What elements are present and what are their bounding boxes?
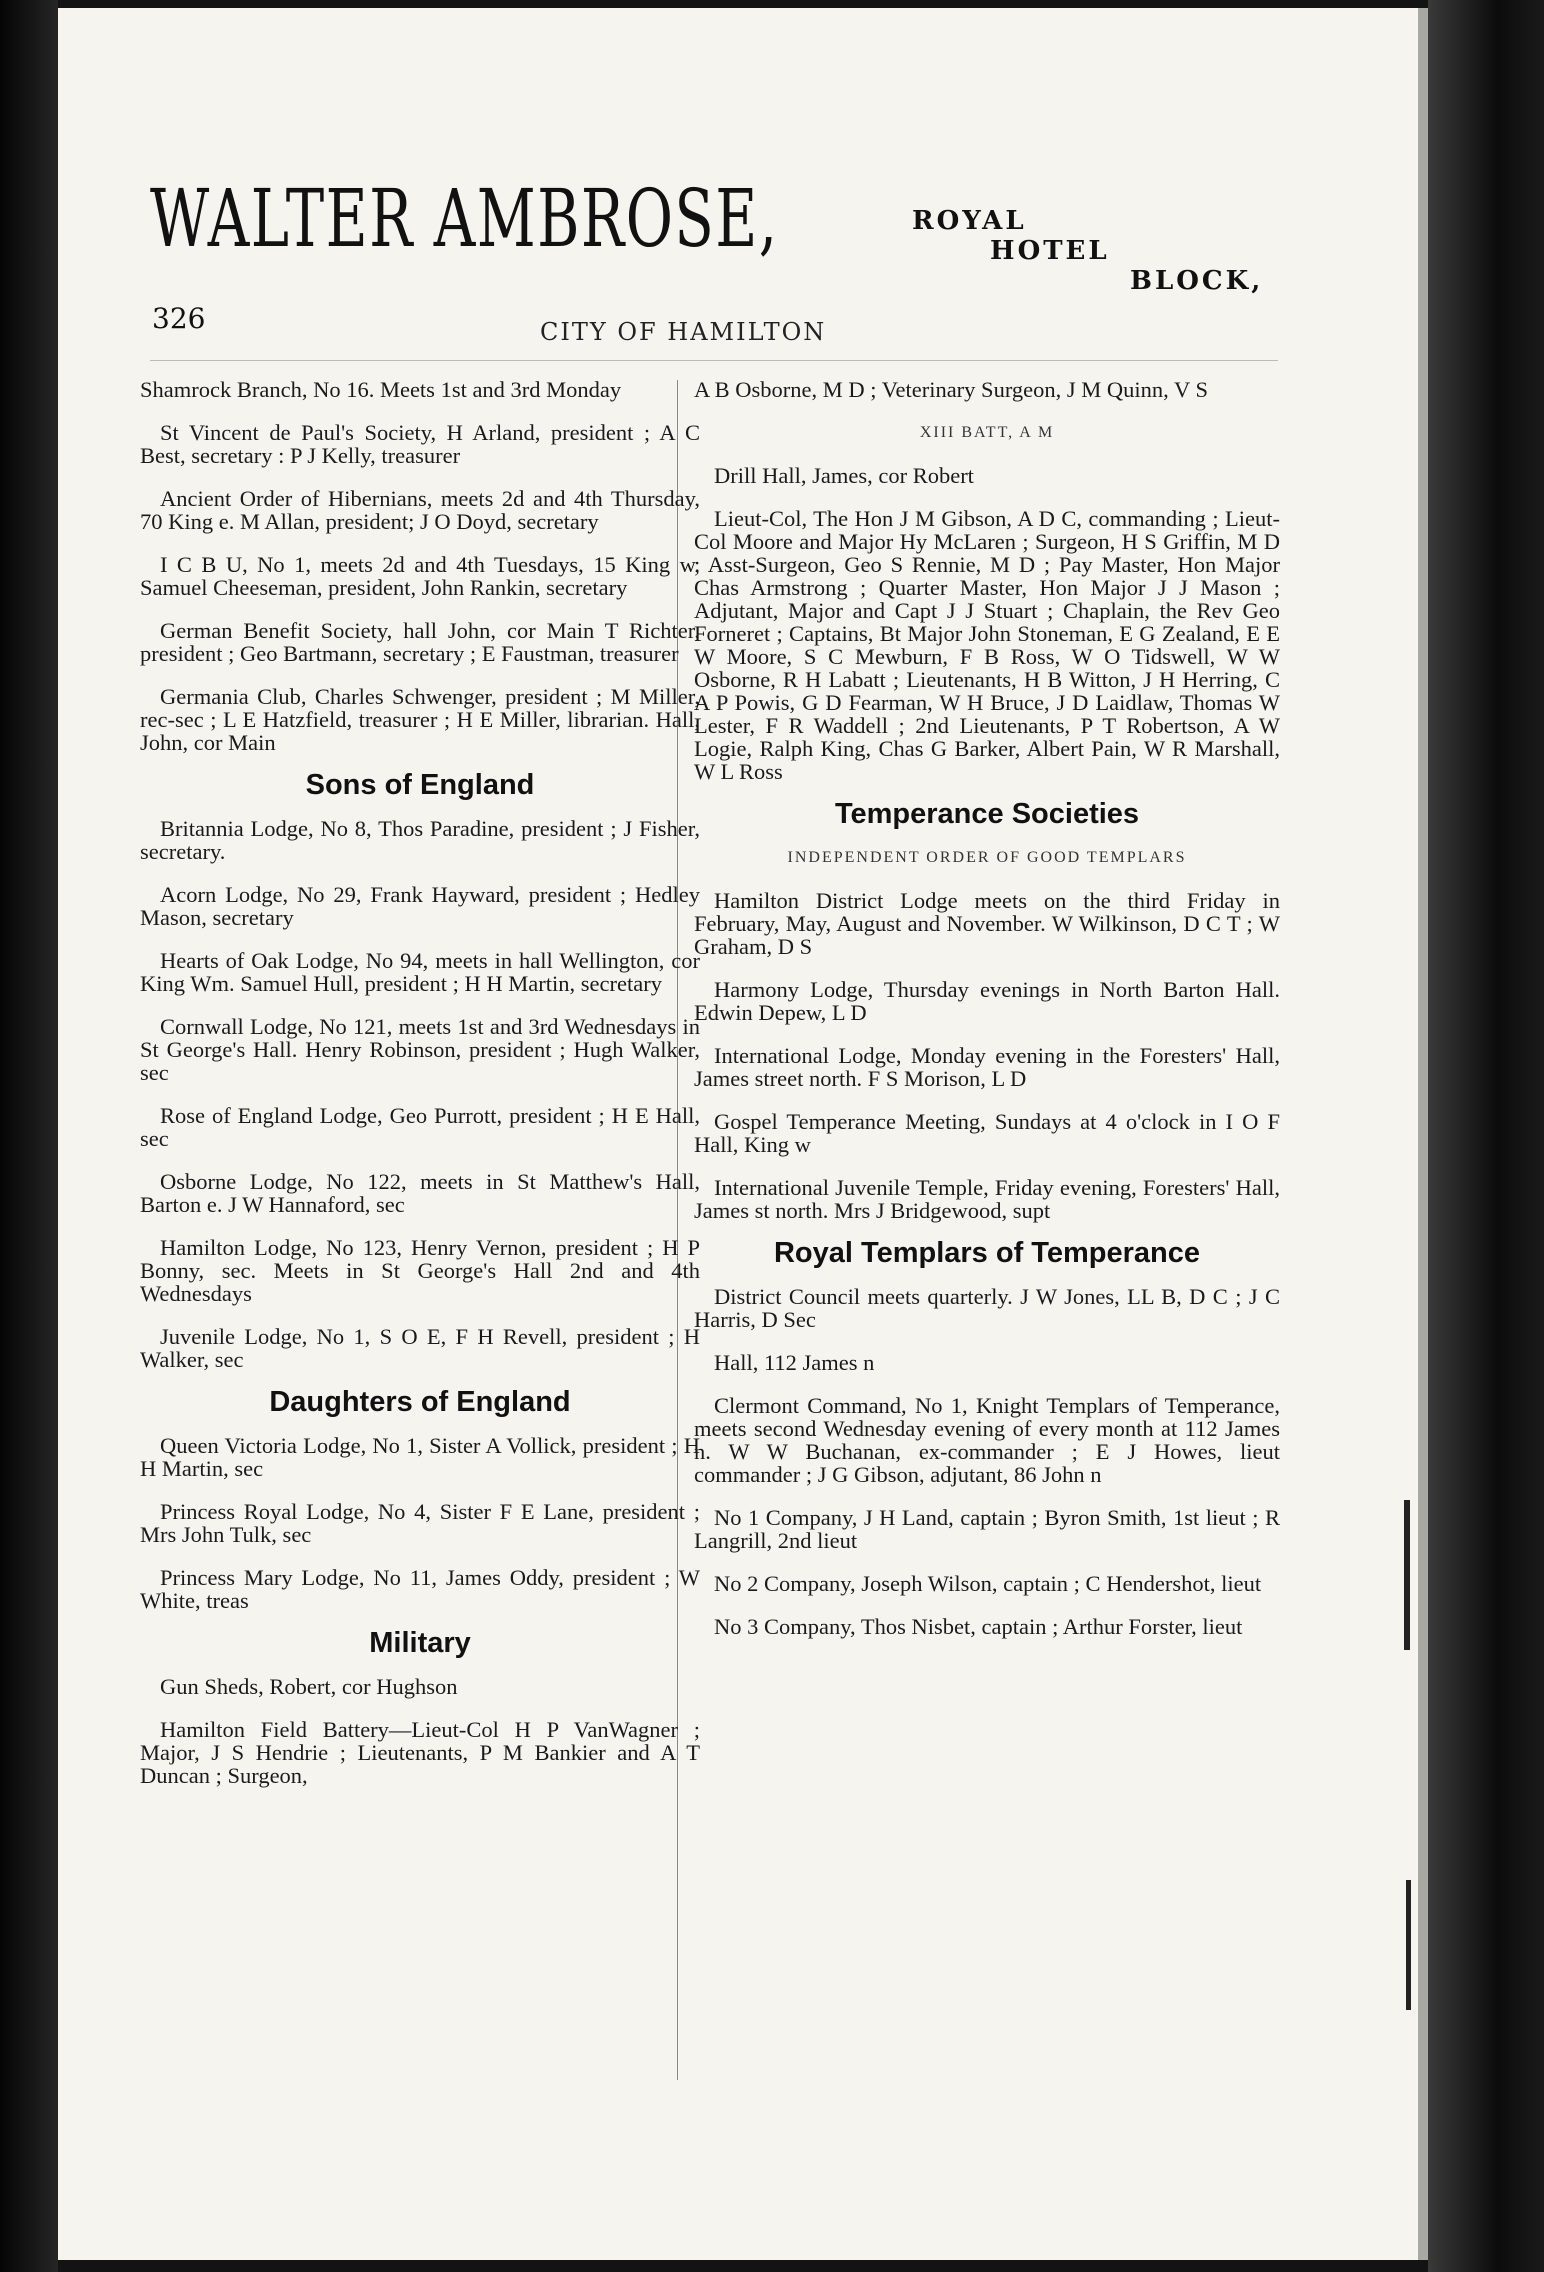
directory-entry: Princess Royal Lodge, No 4, Sister F E Lane, president ; Mrs John Tulk, sec — [140, 1499, 700, 1547]
directory-entry: Germania Club, Charles Schwenger, president ; M Miller, rec-sec ; L E Hatzfield, treasurer ; H E Miller, librarian. Hall, John, cor Main — [140, 684, 700, 755]
directory-entry: Hamilton Lodge, No 123, Henry Vernon, president ; H P Bonny, sec. Meets in St George's Hall 2nd and 4th Wednesdays — [140, 1235, 700, 1306]
section-heading: Royal Templars of Temperance — [773, 1237, 1200, 1269]
directory-entry: Queen Victoria Lodge, No 1, Sister A Vollick, president ; H H Martin, sec — [140, 1433, 700, 1481]
left-column — [140, 378, 700, 1807]
directory-entry: Acorn Lodge, No 29, Frank Hayward, president ; Hedley Mason, secretary — [140, 882, 700, 930]
directory-entry: Gun Sheds, Robert, cor Hughson — [160, 1674, 458, 1699]
book-gutter-right — [1428, 0, 1544, 2272]
advertisement-line-hotel: HOTEL — [990, 236, 1110, 266]
directory-entry: No 2 Company, Joseph Wilson, captain ; C Hendershot, lieut — [714, 1571, 1262, 1596]
binding-mark — [1404, 1500, 1410, 1650]
section-heading: Temperance Societies — [834, 798, 1140, 830]
directory-entry: Cornwall Lodge, No 121, meets 1st and 3rd Wednesdays in St George's Hall. Henry Robinson, president ; Hugh Walker, sec — [140, 1014, 700, 1085]
binding-mark — [1406, 1880, 1411, 2010]
directory-entry: Rose of England Lodge, Geo Purrott, president ; H E Hall, sec — [140, 1103, 700, 1151]
section-subheading: INDEPENDENT ORDER OF GOOD TEMPLARS — [787, 849, 1187, 866]
directory-entry: International Juvenile Temple, Friday evening, Foresters' Hall, James st north. Mrs J Bridgewood, supt — [694, 1175, 1280, 1223]
directory-entry: No 3 Company, Thos Nisbet, captain ; Arthur Forster, lieut — [714, 1614, 1243, 1639]
directory-entry: Princess Mary Lodge, No 11, James Oddy, president ; W White, treas — [140, 1565, 700, 1613]
directory-entry: Gospel Temperance Meeting, Sundays at 4 o'clock in I O F Hall, King w — [694, 1109, 1280, 1157]
directory-entry: Drill Hall, James, cor Robert — [714, 463, 974, 488]
book-gutter-left — [0, 0, 58, 2272]
section-heading: Military — [369, 1627, 471, 1659]
directory-entry: Hall, 112 James n — [714, 1350, 875, 1375]
directory-entry: A B Osborne, M D ; Veterinary Surgeon, J M Quinn, V S — [694, 377, 1208, 402]
directory-entry: Osborne Lodge, No 122, meets in St Matthew's Hall, Barton e. J W Hannaford, sec — [140, 1169, 700, 1217]
directory-entry: Britannia Lodge, No 8, Thos Paradine, president ; J Fisher, secretary. — [140, 816, 700, 864]
page-edge — [1418, 8, 1428, 2260]
advertisement-line-block: BLOCK, — [1130, 266, 1264, 296]
section-heading: Daughters of England — [269, 1386, 571, 1418]
directory-entry: Juvenile Lodge, No 1, S O E, F H Revell, president ; H Walker, sec — [140, 1324, 700, 1372]
directory-entry: I C B U, No 1, meets 2d and 4th Tuesdays, 15 King w. Samuel Cheeseman, president, John Rankin, secretary — [140, 552, 700, 600]
advertisement-line-royal: ROYAL — [912, 206, 1027, 236]
directory-entry: Hearts of Oak Lodge, No 94, meets in hall Wellington, cor King Wm. Samuel Hull, president ; H H Martin, secretary — [140, 948, 700, 996]
section-subheading: XIII BATT, A M — [919, 424, 1055, 441]
header-rule — [150, 360, 1278, 361]
right-column — [694, 378, 1280, 1658]
directory-entry: Hamilton Field Battery—Lieut-Col H P VanWagner ; Major, J S Hendrie ; Lieutenants, P M Bankier and A T Duncan ; Surgeon, — [140, 1717, 700, 1788]
directory-entry: Hamilton District Lodge meets on the third Friday in February, May, August and November. W Wilkinson, D C T ; W Graham, D S — [694, 888, 1280, 959]
advertisement-name: WALTER AMBROSE, — [150, 172, 779, 265]
directory-entry: German Benefit Society, hall John, cor Main T Richter, president ; Geo Bartmann, secretary ; E Faustman, treasurer — [140, 618, 700, 666]
running-head: CITY OF HAMILTON — [540, 318, 827, 346]
directory-entry: Ancient Order of Hibernians, meets 2d and 4th Thursday, 70 King e. M Allan, president; J O Doyd, secretary — [140, 486, 700, 534]
directory-entry: No 1 Company, J H Land, captain ; Byron Smith, 1st lieut ; R Langrill, 2nd lieut — [694, 1505, 1280, 1553]
directory-entry: Harmony Lodge, Thursday evenings in North Barton Hall. Edwin Depew, L D — [694, 977, 1280, 1025]
directory-entry: Shamrock Branch, No 16. Meets 1st and 3rd Monday — [140, 377, 622, 402]
directory-entry: Clermont Command, No 1, Knight Templars of Temperance, meets second Wednesday evening of every month at 112 James n. W W Buchanan, ex-commander ; E J Howes, lieut commander ; J G Gibson, adjutant, 86 John n — [694, 1393, 1280, 1487]
section-heading: Sons of England — [305, 769, 535, 801]
page-number: 326 — [152, 302, 206, 335]
directory-entry: Lieut-Col, The Hon J M Gibson, A D C, commanding ; Lieut-Col Moore and Major Hy McLaren ; Surgeon, H S Griffin, M D ; Asst-Surgeon, Geo S Rennie, M D ; Pay Master, Hon Major Chas Armstrong ; Quarter Master, Hon Major J J Mason ; Adjutant, Major and Capt J J Stuart ; Chaplain, the Rev Geo Forneret ; Captains, Bt Major John Stoneman, E G Zealand, E E W Moore, S C Mewburn, F B Ross, W O Tidswell, W W Osborne, R H Labatt ; Lieutenants, H B Witton, J H Herring, C A P Powis, G D Fearman, W H Bruce, J D Laidlaw, Thomas W Lester, F R Waddell ; 2nd Lieutenants, P T Robertson, A W Logie, Ralph King, Chas G Barker, Albert Pain, W R Marshall, W L Ross — [694, 506, 1280, 784]
directory-entry: International Lodge, Monday evening in the Foresters' Hall, James street north. F S Morison, L D — [694, 1043, 1280, 1091]
directory-entry: St Vincent de Paul's Society, H Arland, president ; A C Best, secretary : P J Kelly, treasurer — [140, 420, 700, 468]
directory-entry: District Council meets quarterly. J W Jones, LL B, D C ; J C Harris, D Sec — [694, 1284, 1280, 1332]
